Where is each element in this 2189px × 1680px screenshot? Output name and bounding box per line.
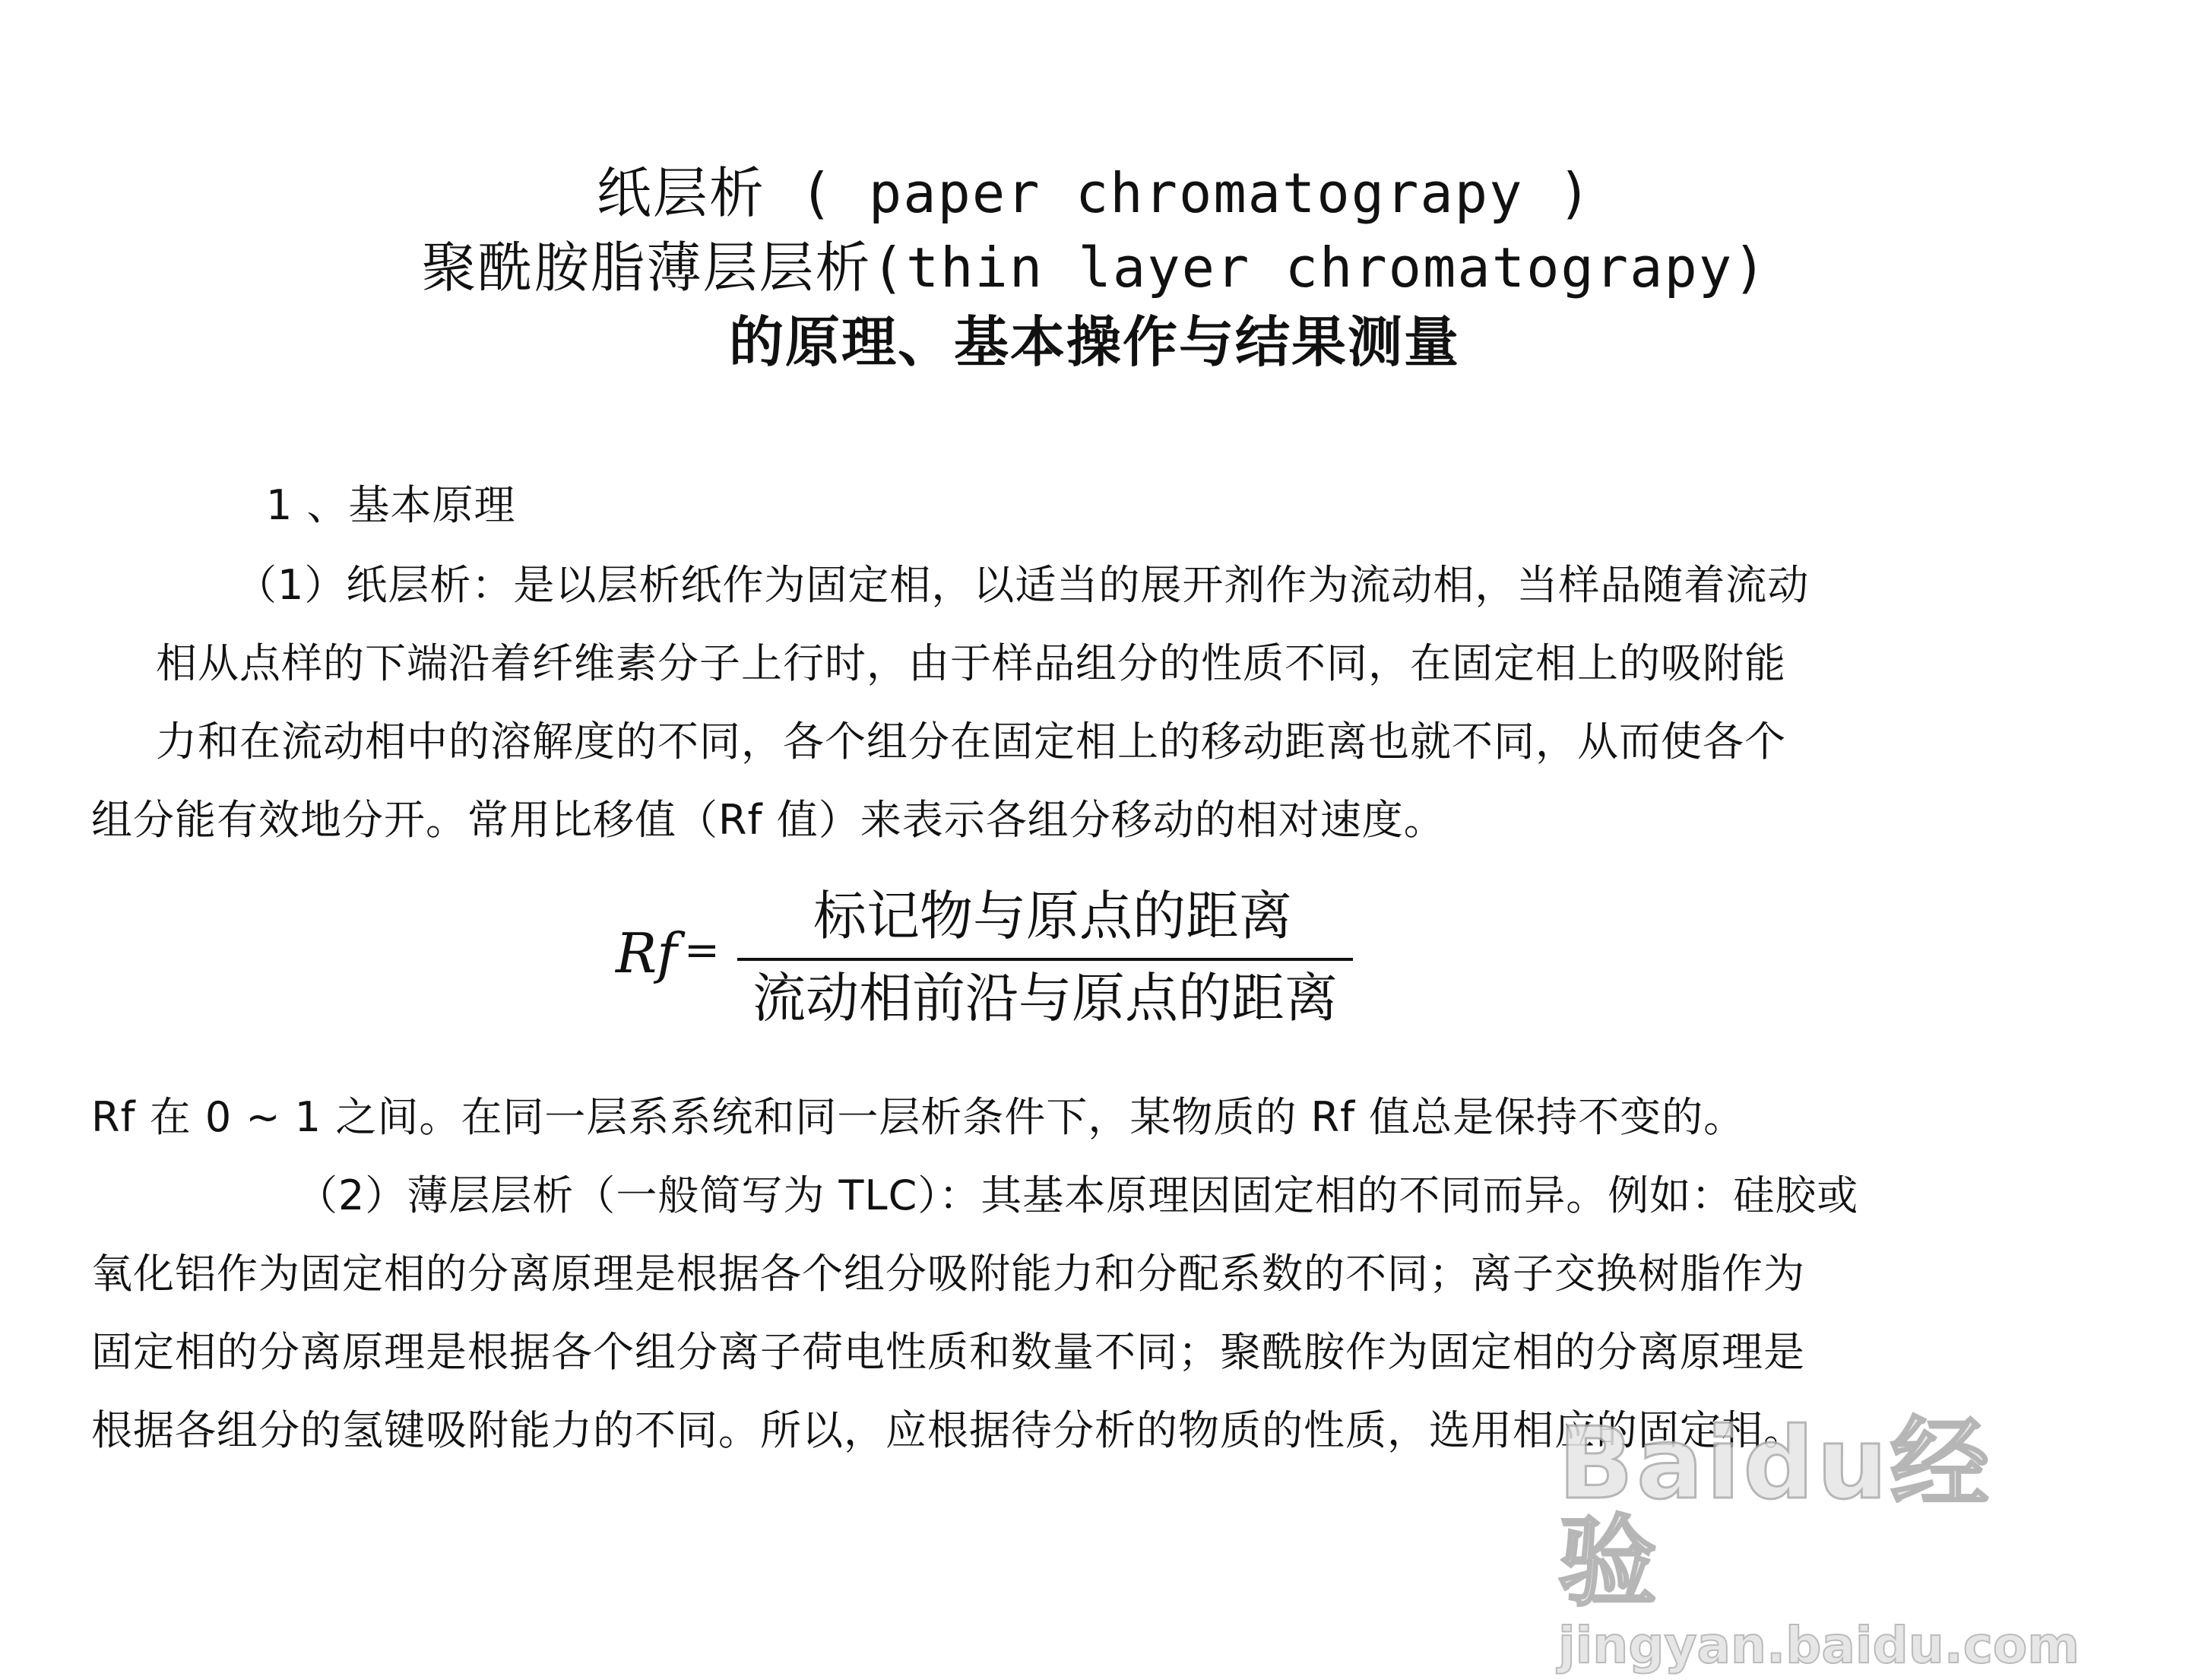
title-line-3: 的原理、基本操作与结果测量 bbox=[728, 310, 1460, 374]
paragraph-1-line-4: 组分能有效地分开。常用比移值（Rf 值）来表示各组分移动的相对速度。 bbox=[91, 796, 1446, 844]
paragraph-2-line-3: 固定相的分离原理是根据各个组分离子荷电性质和数量不同；聚酰胺作为固定相的分离原理是 bbox=[91, 1328, 1805, 1376]
formula-denominator: 流动相前沿与原点的距离 bbox=[752, 967, 1338, 1029]
document-title bbox=[0, 156, 2189, 379]
formula-lhs: Rf bbox=[616, 921, 677, 985]
rf-note: Rf 在 0 ~ 1 之间。在同一层系系统和同一层析条件下，某物质的 Rf 值总是保持不变的。 bbox=[91, 1093, 1746, 1141]
paragraph-1-line-2: 相从点样的下端沿着纤维素分子上行时，由于样品组分的性质不同，在固定相上的吸附能 bbox=[156, 639, 1786, 687]
title-line-1: 纸层析 ( paper chromatograpy ) bbox=[596, 161, 1593, 225]
fraction-bar bbox=[737, 958, 1353, 961]
watermark-url: jingyan.baidu.com bbox=[1558, 1616, 2080, 1675]
paragraph-2-line-2: 氧化铝作为固定相的分离原理是根据各个组分吸附能力和分配系数的不同；离子交换树脂作为 bbox=[91, 1250, 1805, 1298]
formula-equals: = bbox=[684, 926, 720, 975]
watermark-logo: Baidu经验 bbox=[1558, 1406, 1992, 1620]
paragraph-1-line-1: （1）纸层析：是以层析纸作为固定相，以适当的展开剂作为流动相，当样品随着流动 bbox=[236, 561, 1810, 609]
baidu-watermark bbox=[1558, 1406, 2090, 1675]
rf-formula bbox=[608, 882, 1368, 1034]
section-heading: 1 、基本原理 bbox=[266, 481, 516, 529]
paragraph-2-line-4: 根据各组分的氢键吸附能力的不同。所以，应根据待分析的物质的性质，选用相应的固定相。 bbox=[91, 1406, 1805, 1454]
title-line-2: 聚酰胺脂薄层层析(thin layer chromatograpy) bbox=[421, 236, 1768, 300]
formula-numerator: 标记物与原点的距离 bbox=[813, 885, 1292, 947]
paragraph-2-line-1: （2）薄层层析（一般简写为 TLC）：其基本原理因固定相的不同而异。例如：硅胶或 bbox=[296, 1171, 1859, 1219]
paragraph-1-line-3: 力和在流动相中的溶解度的不同，各个组分在固定相上的移动距离也就不同，从而使各个 bbox=[156, 718, 1786, 766]
